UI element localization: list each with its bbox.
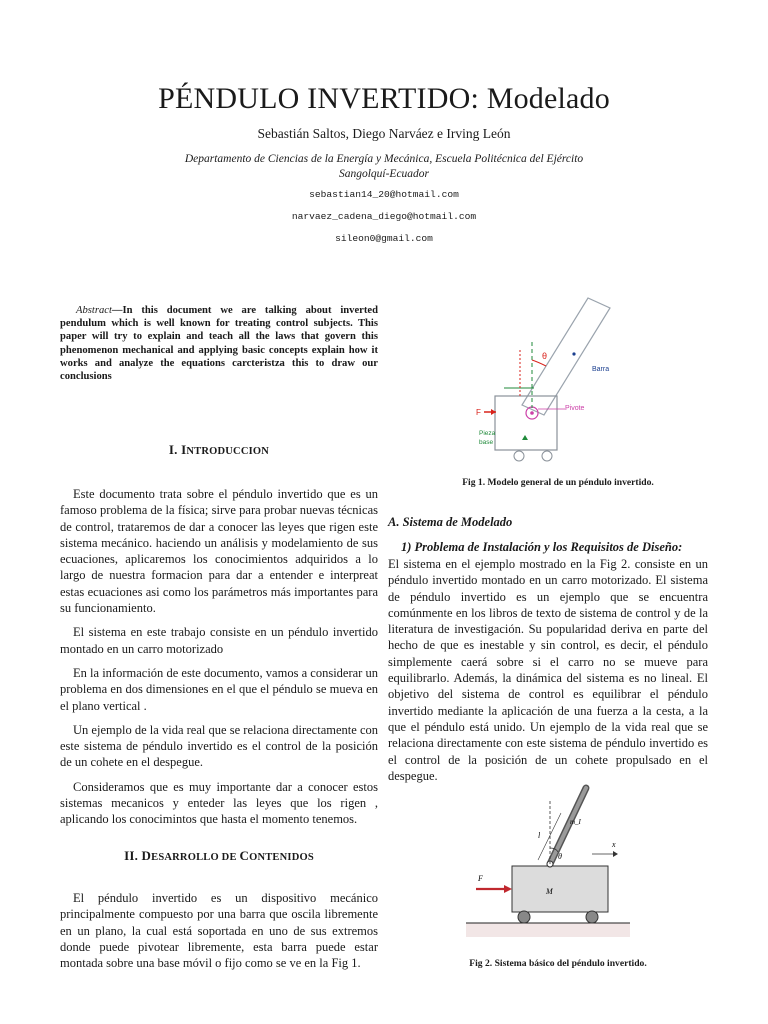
fig2-cart [512, 866, 608, 912]
modelado-paragraph: El sistema en el ejemplo mostrado en la Fig 2. consiste en un péndulo invertido montado en un carro motorizado. El sistema de péndulo invertido es un ejemplo que se encuentra comúnmente en los libros de texto de sistema de control y de la literatura de investigación. Su popularidad deriva en parte del hecho de que es inestable y sin control, es decir, el péndulo simplemente caerá sobre si el carro no se mueve para equilibrarlo. Además, la dinámica del sistema es no lineal. El objetivo del sistema de control es equilibrar el péndulo invertido mediante la aplicación de una fuerza a la cesta, a la que el péndulo está unido. Un ejemplo de la vida real que se relaciona directamente con este sistema de péndulo invertido es el control de la posición de un cohete propulsado en el despegue. [388, 557, 708, 783]
fig1-wheel [514, 451, 524, 461]
intro-paragraph: Este documento trata sobre el péndulo invertido que es un famoso problema de la física; sirve para probar nuevas técnicas de control, trataremos de dar a conocer las leyes que rigen este sistema mecánico. haciendo un análisis y modelamiento de sus ecuaciones, aplicaremos los conocimientos adquiridos a lo largo de nuestra formacion para dar a entender e interpreat estas ecuaciones asi como los parámetros más importantes para su funcionamiento. [60, 487, 378, 616]
fig2-rod-highlight [550, 788, 586, 864]
modelado-body [388, 556, 708, 784]
email-1: sebastian14_20@hotmail.com [309, 189, 459, 200]
fig1-bar-dot [572, 352, 575, 355]
intro-paragraph: Un ejemplo de la vida real que se relaciona directamente con este sistema de péndulo invertido es el control de la posición de un cohete en el despegue. [60, 722, 378, 770]
fig2-wheel [518, 911, 530, 923]
intro-paragraph: En la información de este documento, vamos a considerar un problema en dos dimensiones en el que el péndulo se mueva en el plano vertical . [60, 665, 378, 713]
intro-body [60, 486, 378, 828]
figure-2-basic-system [462, 778, 638, 944]
email-2: narvaez_cadena_diego@hotmail.com [291, 211, 477, 222]
fig2-x-label: x [612, 840, 616, 849]
fig1-force-label: F [476, 408, 481, 417]
intro-paragraph: El sistema en este trabajo consiste en un péndulo invertido montado en un carro motorizado [60, 625, 378, 656]
fig2-mass-label: m_I [570, 818, 581, 826]
abstract-text: In this document we are talking about inverted pendulum which is well known for treating control subjects. This paper will try to explain and teach all the laws that govern this phenomenon mechanical and applying basic concepts explain how it works and analyze the equations carcteristza this to draw our conclusions [60, 305, 378, 383]
fig1-wheel [542, 451, 552, 461]
affiliation-line-2: Sangolquí-Ecuador [338, 168, 430, 180]
affiliation-line-1: Departamento de Ciencias de la Energía y Mecánica, Escuela Politécnica del Ejército [184, 153, 584, 165]
subsection-heading-a: A. Sistema de Modelado [388, 515, 513, 529]
email-3: sileon0@gmail.com [335, 233, 433, 244]
abstract-dash: — [111, 305, 123, 316]
figure-1-pendulum-model [470, 292, 645, 464]
affiliation [0, 152, 768, 182]
desarrollo-paragraph: El péndulo invertido es un dispositivo mecánico principalmente compuesto por una barra que oscila libremente en un plano, la cual está soportada en uno de sus extremos donde puede pivotear libremente, esta barra puede estar montada sobre una base móvil o fijo como se ve en la Fig 1. [60, 891, 378, 971]
fig2-force-label: F [478, 874, 483, 883]
fig1-theta-label: θ [542, 351, 548, 361]
figure-2-caption: Fig 2. Sistema básico del péndulo invertido. [469, 958, 647, 969]
fig2-wheel [586, 911, 598, 923]
fig1-pivote-label: Pivote [565, 405, 585, 412]
section-heading-desarrollo: II. DESARROLLO DE CONTENIDOS [124, 848, 314, 863]
fig2-x-arrowhead [613, 851, 618, 857]
fig1-pieza-label: Pieza [479, 430, 496, 437]
fig1-cart [495, 396, 557, 450]
paper-title: PÉNDULO INVERTIDO: Modelado [158, 82, 610, 115]
fig1-pivot-dot [530, 411, 534, 415]
fig1-barra-label: Barra [592, 366, 610, 373]
fig2-theta-label: θ [558, 852, 562, 861]
abstract [60, 304, 378, 383]
desarrollo-body [60, 890, 378, 971]
subsubsection-heading-1: 1) Problema de Instalación y los Requisitos de Diseño: [401, 540, 683, 554]
fig2-ground [466, 923, 630, 937]
fig1-base-marker [522, 435, 528, 440]
fig2-force-arrowhead [504, 885, 512, 893]
fig1-bar [522, 298, 610, 415]
fig1-base-label: base [479, 439, 494, 446]
intro-paragraph: Consideramos que es muy importante dar a conocer estos sistemas mecanicos y enteder las leyes que los rigen , aplicando los conocimintos que hasta el momento tenemos. [60, 779, 378, 827]
paper-authors: Sebastián Saltos, Diego Narváez e Irving León [257, 126, 511, 141]
figure-1-caption: Fig 1. Modelo general de un péndulo invertido. [462, 477, 654, 488]
abstract-label: Abstract [76, 305, 112, 316]
fig2-length-label: l [538, 831, 541, 840]
fig2-cart-mass-label: M [546, 887, 553, 896]
section-heading-introduccion: I. INTRODUCCION [168, 442, 270, 457]
